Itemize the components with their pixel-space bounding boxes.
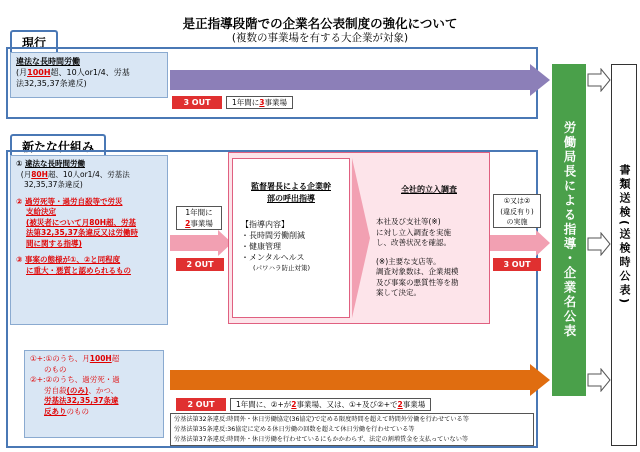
step1-arrow: [170, 230, 232, 256]
guidance-item: ・健康管理: [241, 242, 281, 251]
current-arrow-shape: [170, 64, 550, 96]
lower-note-pre: 1年間に、②+が: [236, 400, 292, 409]
current-out-note-post: 事業場: [264, 98, 287, 107]
summon-title-line2: 部の呼出指導: [267, 194, 315, 203]
plus-1-post: 超: [111, 354, 120, 363]
lower-out-note: [230, 398, 431, 411]
inspection-p2-line4: 案して決定。: [376, 288, 421, 297]
plus-2-line2-pre: 労自殺: [44, 385, 67, 395]
plus-1-hours: 100H: [89, 354, 112, 363]
referral-arrow-mid-shape: [588, 233, 610, 255]
inspection-p2-line1: (※)主要な支店等。: [376, 256, 441, 266]
footnote: 労基法第37条違反:時間外・休日労働を行わせているにもかかわらず、法定の割増賃金を支払っていない等: [174, 436, 469, 443]
plus-2-only: (のみ): [66, 385, 89, 395]
current-out-note-pre: 1年間に: [232, 98, 260, 107]
page-subtitle: (複数の事業場を有する大企業が対象): [231, 32, 409, 44]
guidance-heading: 【指導内容】: [241, 220, 289, 229]
step3-note: [493, 194, 541, 228]
plus-1-pre: ①+:①のうち、月: [30, 354, 90, 363]
plus-2-line2: [30, 386, 158, 397]
criterion-2-line4: 法第32,35,37条違反又は労働時: [26, 228, 139, 237]
current-out-note-num: 3: [259, 98, 265, 107]
criterion-1-line2-post: 超、10人or1/4、労基法: [47, 169, 130, 179]
criterion-3-text1: 事案の態様が①、②と同程度: [24, 255, 121, 264]
inspection-text-2: [372, 257, 486, 299]
step1-out-badge: 2 OUT: [176, 258, 224, 271]
inspection-p2-line2: 調査対象数は、企業規模: [376, 267, 459, 276]
inspection-p1-line3: し、改善状況を確認。: [376, 238, 451, 247]
step3-arrow-shape: [490, 230, 550, 256]
guidance-sub: (パワハラ防止対策): [253, 264, 311, 272]
current-out-note: [226, 96, 293, 109]
step1-note: [176, 206, 222, 230]
inspection-title: 全社的立入調査: [401, 185, 457, 194]
step3-note-line2: (違反有り): [500, 207, 534, 216]
footnote: 労基法第35条違反:36協定に定める休日労働の回数を超えて休日労働を行わせている等: [174, 426, 415, 433]
new-section-label: 新たな仕組み: [10, 134, 106, 157]
summon-title-line1: 監督署長による企業幹: [251, 182, 331, 191]
current-line2: [16, 67, 162, 78]
footnote: 労基法第32条違反:時間外・休日労働協定(36協定)で定める限度時間を超えて時間外労働を行わせている等: [174, 416, 469, 423]
referral-arrow-top-shape: [588, 69, 610, 91]
criterion-1-title: 違法な長時間労働: [24, 159, 85, 168]
criterion-1-num: ①: [16, 159, 23, 168]
criterion-2-line5: 間に関する指導): [26, 238, 82, 248]
current-heading: 違法な長時間労働: [16, 57, 80, 66]
step1-note-line1: 1年間に: [185, 208, 213, 217]
inspection-p1-line1: 本社及び支社等(※): [376, 217, 441, 226]
current-hours: 100H: [27, 68, 51, 77]
criterion-2-num: ②: [16, 196, 23, 206]
inner-arrow: [352, 158, 370, 318]
criterion-2-line2: 支給決定: [26, 207, 56, 216]
criterion-2-line3: (被災者について月80H超、労基: [26, 217, 136, 227]
criterion-1-heading: [16, 159, 162, 170]
step1-note-line2: [180, 218, 218, 229]
page-title: 是正指導段階での企業名公表制度の強化について: [182, 16, 458, 31]
summon-box: [232, 158, 350, 318]
criterion-1-line2-pre: (月: [20, 169, 32, 179]
footnotes-box: [170, 413, 534, 446]
step3-note-line1: ①又は②: [503, 197, 531, 205]
plus-2-line1: ②+:②のうち、過労死・過: [30, 375, 120, 384]
bureau-column-label: 労働局長による指導・企業名公表: [562, 121, 577, 339]
lower-note-num1: 2: [291, 400, 297, 409]
inspection-text-1: [372, 217, 486, 249]
current-line3: 法32,35,37条違反): [16, 79, 87, 88]
criterion-2: [16, 197, 162, 250]
referral-arrow-top: [587, 68, 611, 92]
plus-1-line1: [30, 354, 158, 365]
lower-arrow-shape: [170, 364, 550, 396]
referral-arrow-bottom: [587, 368, 611, 392]
plus-2-line4: [30, 407, 158, 418]
lower-note-post: 事業場: [402, 400, 426, 409]
lower-note-mid: 事業場、又は、①+及び②+で: [296, 400, 398, 409]
criterion-1-line3: 32,35,37条違反): [24, 180, 83, 189]
inspection-p2-line3: 及び事案の悪質性等を勘: [376, 277, 459, 287]
guidance-item: ・長時間労働削減: [241, 231, 305, 240]
current-line2-post: 超、10人or1/4、労基: [50, 68, 130, 77]
current-arrow: [170, 64, 550, 96]
summon-title: [233, 181, 349, 205]
current-section-label: 現行: [10, 30, 58, 53]
plus-2-line4-post: のもの: [66, 406, 89, 416]
plus-2-violation: 反あり: [44, 406, 67, 416]
criterion-3-line2: に重大・悪質と認められるもの: [26, 265, 131, 275]
step1-note-num: 2: [185, 219, 191, 228]
current-line2-pre: (月: [16, 68, 28, 77]
referral-column-label: 書類送検(送検時公表): [618, 163, 631, 307]
guidance-content: [233, 219, 349, 274]
criterion-1-hours: 80H: [31, 169, 48, 179]
step1-arrow-shape: [170, 230, 232, 256]
step3-out-badge: 3 OUT: [493, 258, 541, 271]
step3-arrow: [490, 230, 550, 256]
lower-note-num2: 2: [397, 400, 403, 409]
current-condition-box: [10, 52, 168, 98]
referral-arrow-mid: [587, 232, 611, 256]
inspection-p1-line2: に対し立入調査を実施: [376, 227, 451, 237]
lower-out-badge: 2 OUT: [176, 398, 226, 411]
plus-1-line2: のもの: [44, 364, 67, 374]
criterion-3: [16, 255, 162, 276]
criterion-3-line1: [16, 255, 162, 266]
step1-note-post: 事業場: [190, 219, 213, 228]
plus-2-line2-post: 、かつ、: [88, 385, 119, 395]
criterion-1-line2: [16, 170, 162, 181]
criterion-2-line1: [16, 197, 162, 208]
criteria-box: [10, 155, 168, 325]
step3-note-line3: の実施: [506, 218, 528, 226]
criterion-2-text1: 過労死等・過労自殺等で労災: [24, 196, 123, 206]
current-out-badge: 3 OUT: [172, 96, 222, 109]
criterion-3-num: ③: [16, 255, 23, 264]
referral-arrow-bottom-shape: [588, 369, 610, 391]
lower-arrow: [170, 364, 550, 396]
inspection-box: [372, 158, 486, 318]
guidance-item: ・メンタルヘルス: [241, 253, 305, 262]
plus-criteria-box: [24, 350, 164, 438]
inner-arrow-shape: [352, 158, 370, 318]
plus-2-line3: 労基法32,35,37条違: [44, 396, 119, 405]
